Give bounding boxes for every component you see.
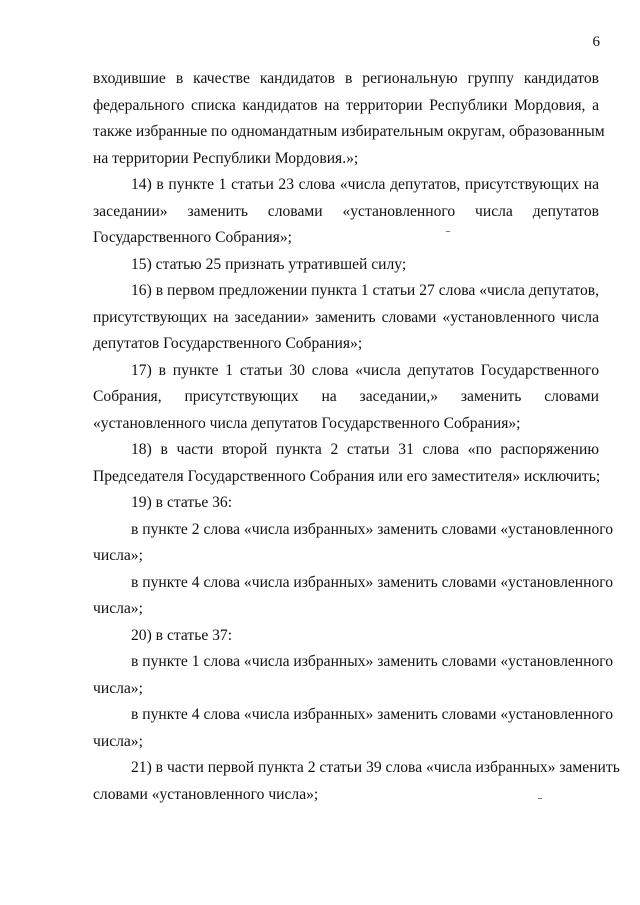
text-line: входившие в качестве кандидатов в региональную группу кандидатов [93, 70, 599, 87]
text-line: 21) в части первой пункта 2 статьи 39 слова «числа избранных» заменить [131, 759, 620, 776]
paragraph [93, 517, 614, 570]
text-line: также избранные по одномандатным избирательным округам, образованным [93, 123, 605, 140]
paragraph [93, 437, 599, 490]
text-line: 14) в пункте 1 статьи 23 слова «числа депутатов, присутствующих на [131, 176, 599, 193]
text-line: 18) в части второй пункта 2 статьи 31 слова «по распоряжению [131, 441, 599, 458]
paragraph [93, 252, 599, 279]
text-line: в пункте 2 слова «числа избранных» заменить словами «установленного [131, 520, 614, 538]
paragraph [93, 172, 599, 252]
text-line: 16) в первом предложении пункта 1 статьи 27 слова «числа депутатов, [131, 282, 599, 299]
text-line: числа»; [93, 547, 143, 564]
text-line: Государственного Собрания»; [93, 229, 292, 246]
scan-speck [446, 231, 450, 232]
text-line: заседании» заменить словами «установленного числа депутатов [93, 202, 599, 220]
text-line: числа»; [93, 600, 143, 617]
text-line: депутатов Государственного Собрания»; [93, 335, 363, 352]
text-line: числа»; [93, 732, 143, 750]
text-line: числа»; [93, 679, 143, 697]
paragraph [93, 755, 620, 808]
text-line: федерального списка кандидатов на территории Республики Мордовия, а [93, 96, 599, 114]
text-line: 15) статью 25 признать утратившей силу; [131, 255, 407, 273]
text-line: 20) в статье 37: [131, 626, 233, 644]
paragraph [93, 490, 599, 517]
paragraph [93, 278, 599, 358]
text-line: в пункте 1 слова «числа избранных» заменить словами «установленного [131, 653, 614, 670]
paragraph [93, 66, 605, 172]
text-line: Собрания, присутствующих на заседании,» заменить словами [93, 388, 599, 405]
text-line: словами «установленного числа»; [93, 785, 319, 803]
text-line: «установленного числа депутатов Государственного Собрания»; [93, 414, 521, 432]
text-line: 19) в статье 36: [131, 494, 233, 511]
text-line: 17) в пункте 1 статьи 30 слова «числа депутатов Государственного [131, 361, 599, 379]
text-line: Председателя Государственного Собрания или его заместителя» исключить; [93, 467, 601, 485]
paragraph [93, 570, 614, 623]
text-line: присутствующих на заседании» заменить словами «установленного числа [93, 308, 599, 326]
paragraph [93, 702, 614, 755]
paragraph [93, 623, 599, 650]
scan-speck [538, 798, 542, 799]
text-line: в пункте 4 слова «числа избранных» заменить словами «установленного [131, 706, 614, 723]
document-body [93, 66, 620, 808]
text-line: на территории Республики Мордовия.»; [93, 149, 359, 167]
paragraph [93, 649, 614, 702]
text-line: в пункте 4 слова «числа избранных» заменить словами «установленного [131, 573, 614, 591]
paragraph [93, 358, 599, 438]
page-number: 6 [592, 34, 600, 50]
